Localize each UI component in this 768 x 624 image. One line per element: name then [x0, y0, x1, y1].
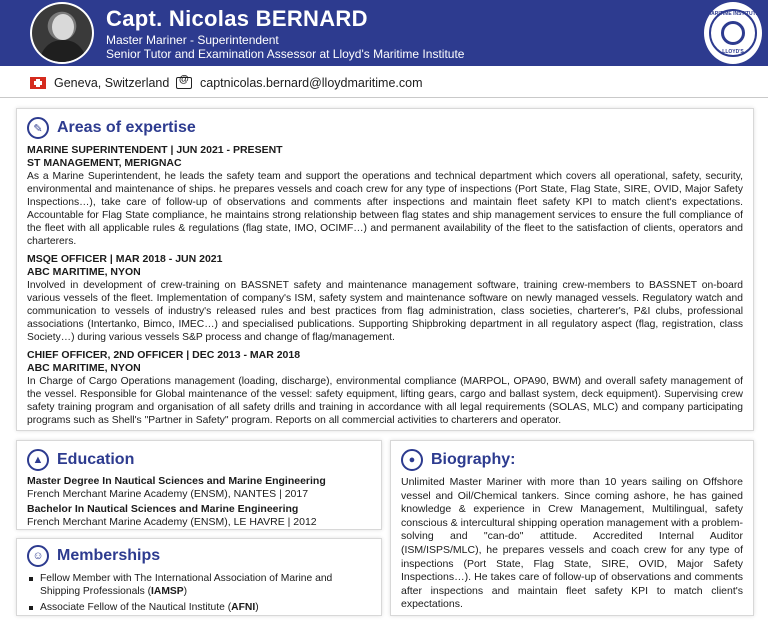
membership-item: Fellow Member with The International Association of Marine and Shipping Professionals (IAMSP)	[27, 572, 371, 598]
institute-logo	[704, 2, 762, 64]
expertise-icon: ✎	[27, 117, 49, 139]
education-degree: Bachelor In Nautical Sciences and Marine Engineering	[27, 503, 299, 515]
contact-email[interactable]	[176, 72, 423, 94]
education-degree: Master Degree In Nautical Sciences and Marine Engineering	[27, 475, 326, 487]
profile-position: Senior Tutor and Examination Assessor at Lloyd's Maritime Institute	[106, 47, 465, 61]
swiss-flag-icon	[30, 77, 46, 89]
education-school: French Merchant Marine Academy (ENSM), LE HAVRE | 2012	[27, 516, 317, 528]
job-title: MARINE SUPERINTENDENT | JUN 2021 - PRESENT	[27, 144, 283, 156]
membership-item: Associate Fellow of the Nautical Institute (AFNI)	[27, 601, 371, 614]
biography-title: ● Biography:	[401, 449, 743, 471]
job-description: In Charge of Cargo Operations management (loading, discharge), environmental compliance (MARPOL, OPA90, BWM) and overall safety management of the vessel. Responsible for Global maintenance of the vessel: safety equipment, lifting gears, cargo and ballast system, deck equipment). Supervising crew safety training program and organisation of all safety drills and training in accordance with all legal requirements (SOLAS, MLC) and company participating programs such as Shell's "Partner in Safety" program. Reports on all commercial activities to charterers and operator.	[27, 376, 743, 426]
email-text[interactable]: captnicolas.bernard@lloydmaritime.com	[200, 76, 423, 90]
email-icon	[176, 77, 192, 89]
avatar	[30, 2, 94, 64]
expertise-title: ✎ Areas of expertise	[27, 117, 743, 139]
logo-top-text: MARITIME INSTITUTE	[707, 11, 759, 17]
job-title: CHIEF OFFICER, 2ND OFFICER | DEC 2013 - MAR 2018	[27, 349, 301, 361]
memberships-title: ☺ Memberships	[27, 545, 371, 567]
contact-location	[30, 72, 169, 94]
profile-name: Capt. Nicolas BERNARD	[106, 6, 368, 31]
location-text: Geneva, Switzerland	[54, 76, 170, 90]
job-description: Involved in development of crew-training on BASSNET safety and maintenance management software, training crew-members to BASSNET on-board various vessels of the fleet. Implementation of company's ISM, safety system and maintenance software on newly managed vessels. Regulatory watch and communication to vessels of industry's released rules and best practices from flag administration, class societies, charterer's, P&I clubs, professional associations (Intertanko, Bimco, IMEC…) and specialised publications. Supporting Shipbroking department in all regulatory aspect (flag, registration, class Society…) during various vessels S&P process and change of flag/management.	[27, 280, 743, 343]
header-banner	[0, 0, 768, 66]
profile-role: Master Mariner - Superintendent	[106, 33, 279, 47]
expertise-section	[16, 108, 754, 431]
job-company: ABC MARITIME, NYON	[27, 266, 141, 278]
memberships-section	[16, 538, 382, 616]
job-description: As a Marine Superintendent, he leads the safety team and support the operations and technical department which covers all operational, safety, security, environmental and maintenance of ships. he prepares vessels and coach crew for any type of inspections (Port State, Flag State, SIRE, OVID, Major Safety Inspections…), take care of follow-up of observations and comments after inspections and maintain fleet safety KPI to match client's expectations. Accountable for Flag State compliance, he maintains strong relationship between flag states and ship management services to ensure the full compliance of the fleet with all applicable rules & regulations (flag state, IMO, OCIMF…) and permanent availability of the fleet to the satisfaction of clients, operators and charterers.	[27, 171, 743, 247]
job-company: ABC MARITIME, NYON	[27, 362, 141, 374]
education-title: ▲ Education	[27, 449, 371, 471]
job-title: MSQE OFFICER | MAR 2018 - JUN 2021	[27, 253, 223, 265]
education-section	[16, 440, 382, 530]
graduation-cap-icon: ▲	[27, 449, 49, 471]
logo-bottom-text: LLOYD'S	[722, 49, 744, 55]
divider	[0, 97, 768, 98]
education-school: French Merchant Marine Academy (ENSM), NANTES | 2017	[27, 488, 309, 500]
biography-text: Unlimited Master Mariner with more than 10 years sailing on Offshore vessel and Oil/Chemical tankers. Since coming ashore, he has gained knowledge & experience in Crew Management, Multilingual, safety conscious & intercultural shipping operation management with a problem-solving and "can-do" attitude. Accredited Internal Auditor (ISM/ISPS/MLC), he prepares vessels and coach crew for any type of inspections (Port State, Flag State, SIRE, OVID, Major Safety Inspections…). He takes care of follow-up of observations and comments after inspections and maintain fleet safety KPI to match client's expectations.	[401, 476, 743, 611]
job-company: ST MANAGEMENT, MERIGNAC	[27, 157, 182, 169]
people-icon: ☺	[27, 545, 49, 567]
user-icon: ●	[401, 449, 423, 471]
biography-section	[390, 440, 754, 616]
